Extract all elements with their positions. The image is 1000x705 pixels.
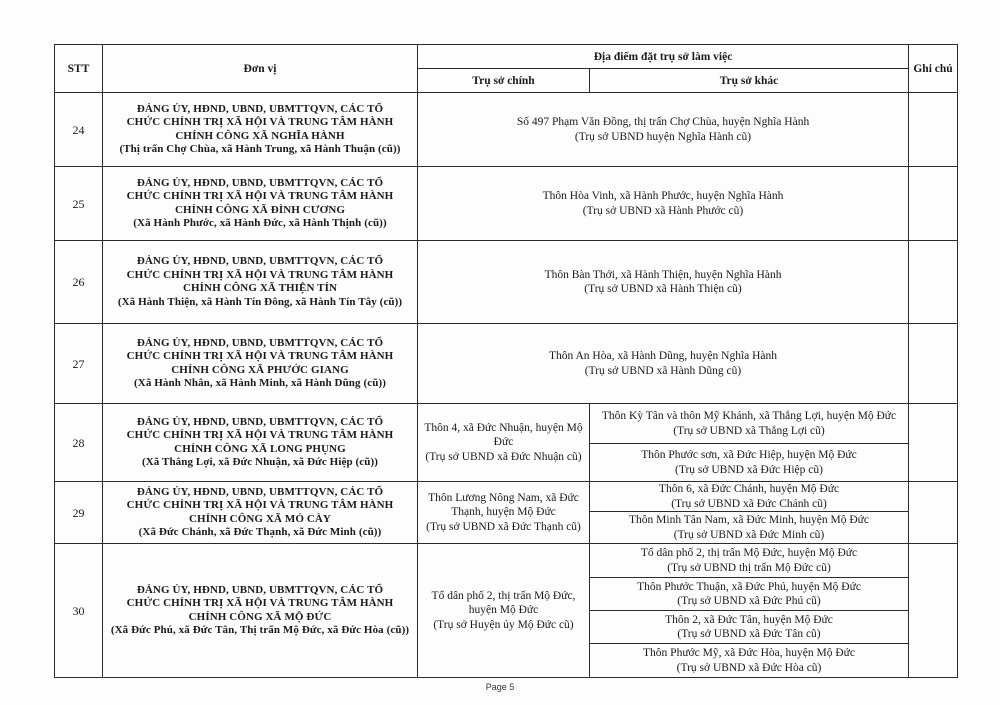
- table-row: [55, 241, 958, 324]
- office-location-table: [54, 44, 958, 678]
- row-note: [909, 93, 958, 167]
- row-unit: ĐẢNG ỦY, HĐND, UBND, UBMTTQVN, CÁC TỔ CHỨC CHÍNH TRỊ XÃ HỘI VÀ TRUNG TÂM HÀNH CHÍNH CÔNG XÃ MỘ ĐỨC (Xã Đức Phú, xã Đức Tân, Thị trấn Mộ Đức, xã Đức Hòa (cũ)): [103, 544, 418, 678]
- row-office-address: Thôn Bàn Thới, xã Hành Thiện, huyện Nghĩa Hành (Trụ sở UBND xã Hành Thiện cũ): [418, 241, 909, 324]
- row-main-office: Thôn 4, xã Đức Nhuận, huyện Mộ Đức (Trụ sở UBND xã Đức Nhuận cũ): [418, 404, 590, 482]
- header-unit: Đơn vị: [103, 45, 418, 93]
- row-stt: 27: [55, 324, 103, 404]
- row-old-communes: (Xã Thắng Lợi, xã Đức Nhuận, xã Đức Hiệp (cũ)): [141, 456, 379, 468]
- row-unit: ĐẢNG ỦY, HĐND, UBND, UBMTTQVN, CÁC TỔ CHỨC CHÍNH TRỊ XÃ HỘI VÀ TRUNG TÂM HÀNH CHÍNH CÔNG XÃ MỎ CÀY (Xã Đức Chánh, xã Đức Thạnh, xã Đức Minh (cũ)): [103, 482, 418, 544]
- table-row: [55, 404, 958, 444]
- header-note: Ghi chú: [909, 45, 958, 93]
- row-unit: ĐẢNG ỦY, HĐND, UBND, UBMTTQVN, CÁC TỔ CHỨC CHÍNH TRỊ XÃ HỘI VÀ TRUNG TÂM HÀNH CHÍNH CÔNG XÃ LONG PHỤNG (Xã Thắng Lợi, xã Đức Nhuận, xã Đức Hiệp (cũ)): [103, 404, 418, 482]
- row-main-office: Thôn Lương Nông Nam, xã Đức Thạnh, huyện Mộ Đức (Trụ sở UBND xã Đức Thạnh cũ): [418, 482, 590, 544]
- row-old-communes: (Xã Hành Thiện, xã Hành Tín Đông, xã Hành Tín Tây (cũ)): [117, 295, 403, 308]
- row-office-address: Thôn Hòa Vinh, xã Hành Phước, huyện Nghĩa Hành (Trụ sở UBND xã Hành Phước cũ): [418, 167, 909, 241]
- row-main-office: Tổ dân phố 2, thị trấn Mộ Đức, huyện Mộ Đức (Trụ sở Huyện ủy Mộ Đức cũ): [418, 544, 590, 678]
- row-stt: 28: [55, 404, 103, 482]
- row-stt: 26: [55, 241, 103, 324]
- row-office-address: Thôn An Hòa, xã Hành Dũng, huyện Nghĩa Hành (Trụ sở UBND xã Hành Dũng cũ): [418, 324, 909, 404]
- table-row: [55, 482, 958, 512]
- row-old-communes: (Xã Hành Nhân, xã Hành Minh, xã Hành Dũng (cũ)): [134, 377, 386, 389]
- row-other-office: Thôn Phước Thuận, xã Đức Phú, huyện Mộ Đức (Trụ sở UBND xã Đức Phú cũ): [590, 578, 909, 611]
- row-old-communes: (Xã Đức Phú, xã Đức Tân, Thị trấn Mộ Đức, xã Đức Hòa (cũ)): [110, 624, 410, 636]
- row-stt: 24: [55, 93, 103, 167]
- row-stt: 30: [55, 544, 103, 678]
- row-unit: ĐẢNG ỦY, HĐND, UBND, UBMTTQVN, CÁC TỔ CHỨC CHÍNH TRỊ XÃ HỘI VÀ TRUNG TÂM HÀNH CHÍNH CÔNG XÃ THIỆN TÍN (Xã Hành Thiện, xã Hành Tín Đông, xã Hành Tín Tây (cũ)): [103, 241, 418, 324]
- page-number: Page 5: [485, 682, 515, 692]
- row-note: [909, 324, 958, 404]
- row-old-communes: (Xã Đức Chánh, xã Đức Thạnh, xã Đức Minh (cũ)): [138, 526, 382, 538]
- table-row: [55, 544, 958, 578]
- header-main-office: Trụ sở chính: [418, 69, 590, 93]
- row-unit: ĐẢNG ỦY, HĐND, UBND, UBMTTQVN, CÁC TỔ CHỨC CHÍNH TRỊ XÃ HỘI VÀ TRUNG TÂM HÀNH CHÍNH CÔNG XÃ PHƯỚC GIANG (Xã Hành Nhân, xã Hành Minh, xã Hành Dũng (cũ)): [103, 324, 418, 404]
- row-other-office: Thôn 6, xã Đức Chánh, huyện Mộ Đức (Trụ sở UBND xã Đức Chánh cũ): [590, 482, 909, 512]
- header-location: Địa điểm đặt trụ sở làm việc: [418, 45, 909, 69]
- row-other-office: Thôn Phước sơn, xã Đức Hiệp, huyện Mộ Đức (Trụ sở UBND xã Đức Hiệp cũ): [590, 444, 909, 482]
- row-office-address: Số 497 Phạm Văn Đồng, thị trấn Chợ Chùa, huyện Nghĩa Hành (Trụ sở UBND huyện Nghĩa Hành cũ): [418, 93, 909, 167]
- row-note: [909, 482, 958, 544]
- row-old-communes: (Thị trấn Chợ Chùa, xã Hành Trung, xã Hành Thuận (cũ)): [119, 143, 401, 155]
- table-row: [55, 324, 958, 404]
- row-note: [909, 544, 958, 678]
- row-unit: ĐẢNG ỦY, HĐND, UBND, UBMTTQVN, CÁC TỔ CHỨC CHÍNH TRỊ XÃ HỘI VÀ TRUNG TÂM HÀNH CHÍNH CÔNG XÃ NGHĨA HÀNH (Thị trấn Chợ Chùa, xã Hành Trung, xã Hành Thuận (cũ)): [103, 93, 418, 167]
- row-other-office: Thôn Minh Tân Nam, xã Đức Minh, huyện Mộ Đức (Trụ sở UBND xã Đức Minh cũ): [590, 512, 909, 544]
- row-stt: 29: [55, 482, 103, 544]
- row-note: [909, 241, 958, 324]
- row-stt: 25: [55, 167, 103, 241]
- row-other-office: Thôn 2, xã Đức Tân, huyện Mộ Đức (Trụ sở UBND xã Đức Tân cũ): [590, 611, 909, 644]
- row-unit: ĐẢNG ỦY, HĐND, UBND, UBMTTQVN, CÁC TỔ CHỨC CHÍNH TRỊ XÃ HỘI VÀ TRUNG TÂM HÀNH CHÍNH CÔNG XÃ ĐÌNH CƯƠNG (Xã Hành Phước, xã Hành Đức, xã Hành Thịnh (cũ)): [103, 167, 418, 241]
- row-old-communes: (Xã Hành Phước, xã Hành Đức, xã Hành Thịnh (cũ)): [133, 217, 387, 229]
- header-stt: STT: [55, 45, 103, 93]
- row-note: [909, 167, 958, 241]
- header-other-office: Trụ sở khác: [590, 69, 909, 93]
- row-note: [909, 404, 958, 482]
- row-other-office: Tổ dân phố 2, thị trấn Mộ Đức, huyện Mộ Đức (Trụ sở UBND thị trấn Mộ Đức cũ): [590, 544, 909, 578]
- table-row: [55, 167, 958, 241]
- row-other-office: Thôn Phước Mỹ, xã Đức Hòa, huyện Mộ Đức (Trụ sở UBND xã Đức Hòa cũ): [590, 644, 909, 678]
- table-row: [55, 93, 958, 167]
- row-other-office: Thôn Kỳ Tân và thôn Mỹ Khánh, xã Thắng Lợi, huyện Mộ Đức (Trụ sở UBND xã Thắng Lợi cũ): [590, 404, 909, 444]
